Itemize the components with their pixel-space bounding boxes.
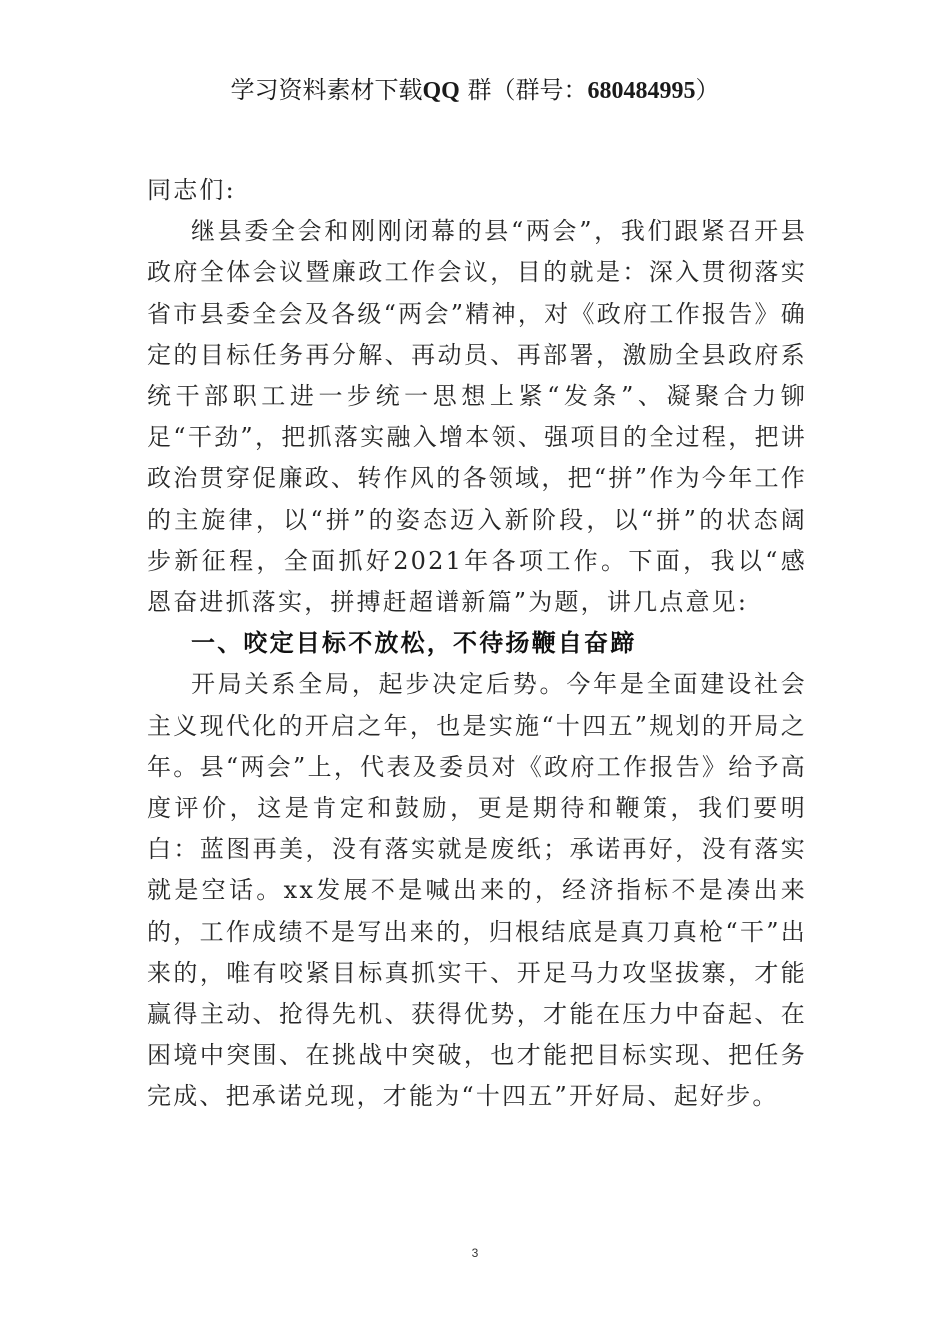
header-prefix: 学习资料素材下载	[230, 76, 423, 104]
paragraph-intro: 继县委全会和刚刚闭幕的县“两会”，我们跟紧召开县政府全体会议暨廉政工作会议，目的就是：深入贯彻落实省市县委全会及各级“两会”精神，对《政府工作报告》确定的目标任务再分解、再动员、再部署，激励全县政府系统干部职工进一步统一思想上紧“发条”、凝聚合力铆足“干劲”，把抓落实融入增本领、强项目的全过程，把讲政治贯穿促廉政、转作风的各领域，把“拼”作为今年工作的主旋律，以“拼”的姿态迈入新阶段，以“拼”的状态阔步新征程，全面抓好2021年各项工作。下面，我以“感恩奋进抓落实，拼搏赶超谱新篇”为题，讲几点意见:	[147, 217, 807, 617]
header-group: 群（群号：	[459, 76, 588, 104]
salutation: 同志们:	[147, 176, 236, 204]
header-qq: QQ	[422, 78, 460, 104]
paragraph-section-1: 开局关系全局，起步决定后势。今年是全面建设社会主义现代化的开启之年，也是实施“十四五”规划的开局之年。县“两会”上，代表及委员对《政府工作报告》给予高度评价，这是肯定和鼓励，更是期待和鞭策，我们要明白：蓝图再美，没有落实就是废纸；承诺再好，没有落实就是空话。xx发展不是喊出来的，经济指标不是凑出来的，工作成绩不是写出来的，归根结底是真刀真枪“干”出来的，唯有咬紧目标真抓实干、开足马力攻坚拔寨，才能赢得主动、抢得先机、获得优势，才能在压力中奋起、在困境中突围、在挑战中突破，也才能把目标实现、把任务完成、把承诺兑现，才能为“十四五”开好局、起好步。	[147, 670, 807, 1111]
page-number: 3	[471, 1246, 479, 1260]
document-body	[147, 170, 807, 1118]
header-group-number: 680484995	[587, 78, 696, 104]
page-header	[0, 74, 950, 107]
header-suffix: ）	[695, 76, 720, 104]
section-heading-1: 一、咬定目标不放松，不待扬鞭自奋蹄	[191, 629, 637, 658]
